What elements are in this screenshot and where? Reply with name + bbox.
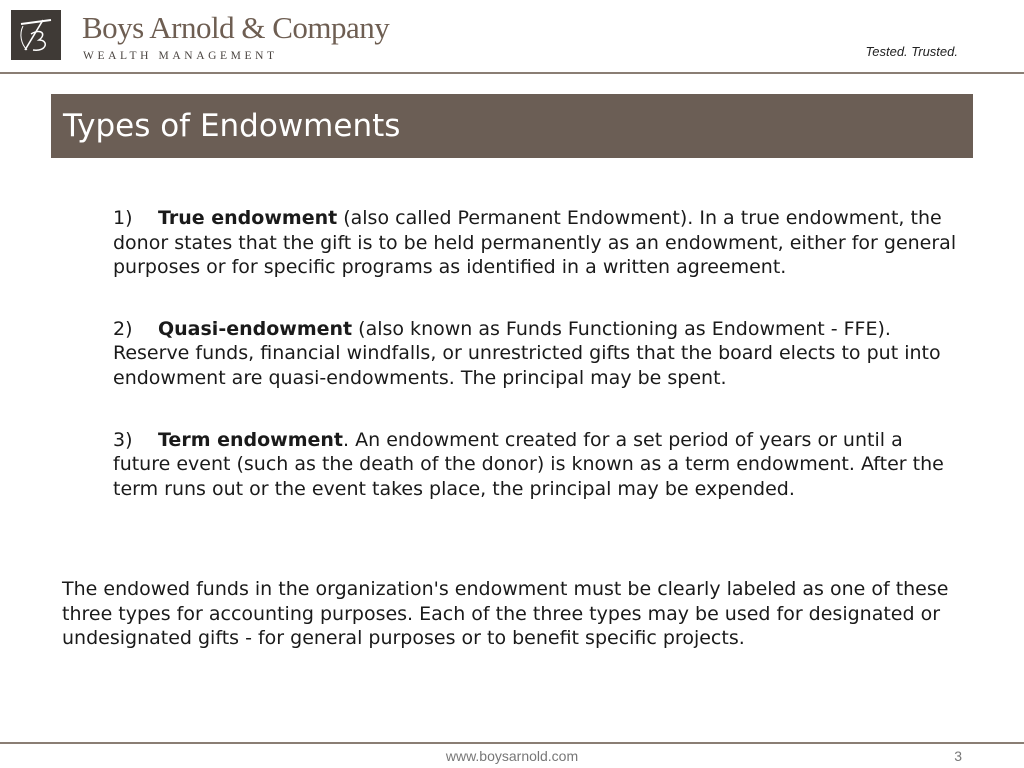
brand-name: Boys Arnold & Company [82, 10, 390, 45]
monogram-logo-icon [11, 10, 61, 60]
company-logo [11, 10, 61, 60]
list-item [113, 206, 963, 280]
item-number: 1) [113, 207, 133, 229]
footer-url[interactable]: www.boysarnold.com [445, 748, 579, 764]
title-bar [51, 94, 973, 158]
list-item [113, 317, 963, 391]
page-number: 3 [954, 748, 962, 764]
closing-paragraph: The endowed funds in the organization's endowment must be clearly labeled as one of these three types for accounting purposes. Each of the three types may be used for designated or undesignated gifts - for general purposes or to benefit specific projects. [62, 578, 949, 650]
footer-divider [0, 742, 1024, 744]
item-text: (also called Permanent Endowment). In a true endowment, the donor states that the gift is to be held permanently as an endowment, either for general purposes or for specific programs as identified in a written agreement. [113, 207, 957, 279]
item-text: . An endowment created for a set period of years or until a future event (such as the death of the donor) is known as a term endowment. After the term runs out or the event takes place, the principal may be expended. [113, 428, 944, 500]
brand-subtitle: WEALTH MANAGEMENT [83, 50, 278, 62]
item-term: Term endowment [158, 428, 344, 451]
header-divider [0, 72, 1024, 74]
endowment-list [113, 206, 963, 538]
item-number: 3) [113, 428, 133, 451]
item-text: (also known as Funds Functioning as Endowment - FFE). Reserve funds, financial windfalls, or unrestricted gifts that the board elects to put into endowment are quasi-endowments. The principal may be spent. [113, 317, 941, 389]
item-term: Quasi-endowment [158, 317, 353, 340]
item-term: True endowment [158, 207, 338, 229]
list-item [113, 428, 963, 502]
tagline: Tested. Trusted. [865, 44, 958, 59]
slide-title: Types of Endowments [63, 108, 401, 144]
item-number: 2) [113, 317, 133, 340]
